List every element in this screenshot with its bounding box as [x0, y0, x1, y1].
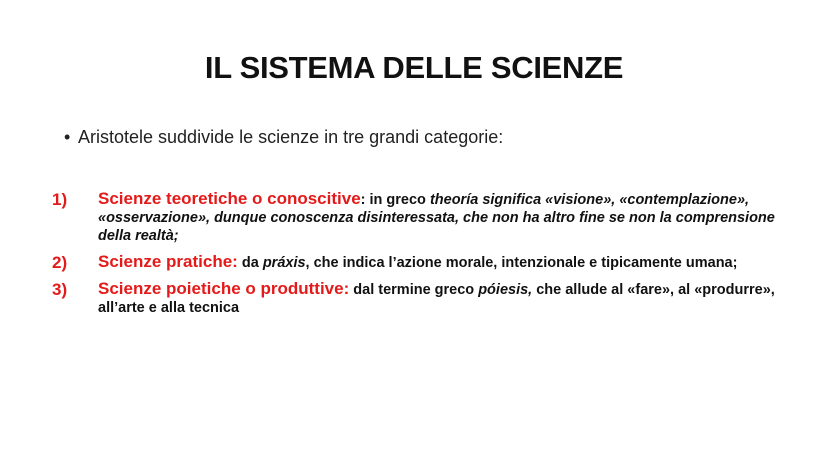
- list-item-practical: [52, 253, 792, 272]
- intro-text: Aristotele suddivide le scienze in tre grandi categorie:: [78, 127, 504, 147]
- item-italic-text: theoría significa «visione», «contemplazione», «osservazione», dunque conoscenza disinteressata, che non ha altro fine se non la comprensione della realtà;: [98, 192, 775, 244]
- intro-bullet: [64, 127, 503, 148]
- item-number: 1): [52, 190, 68, 209]
- list-item-theoretical: [52, 190, 792, 245]
- item-text: : in greco: [360, 192, 430, 208]
- item-heading: Scienze poietiche o produttive:: [98, 279, 350, 298]
- item-number: 3): [52, 280, 68, 299]
- slide-title: IL SISTEMA DELLE SCIENZE: [204, 50, 624, 85]
- item-italic-text: póiesis,: [478, 282, 533, 298]
- item-heading: Scienze pratiche:: [98, 252, 238, 271]
- list-item-poietic: [52, 280, 792, 317]
- item-heading: Scienze teoretiche o conoscitive: [98, 189, 361, 208]
- categories-list: [52, 190, 792, 325]
- item-text: dal termine greco: [349, 282, 479, 298]
- item-text-continued: , che indica l’azione morale, intenzionale e tipicamente umana;: [305, 255, 738, 271]
- item-italic-text: práxis: [262, 255, 306, 271]
- item-text-continued: che allude al «fare», al «produrre», all’arte e alla tecnica: [98, 282, 775, 316]
- item-number: 2): [52, 253, 68, 272]
- item-text: da: [237, 255, 263, 271]
- bullet-dot-icon: •: [64, 127, 71, 147]
